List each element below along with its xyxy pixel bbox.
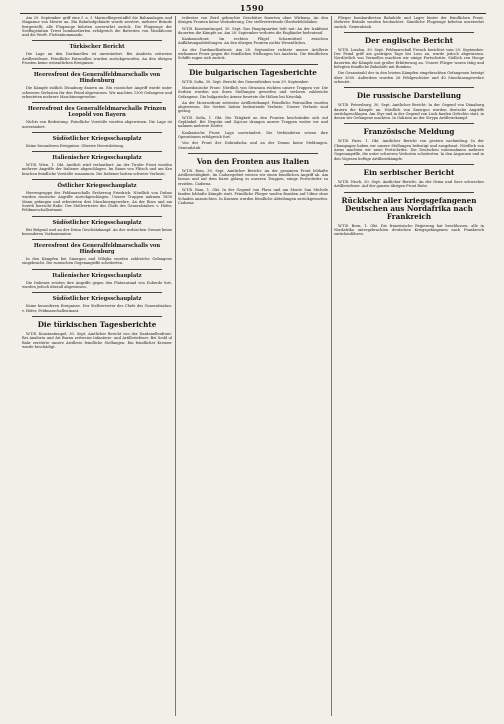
section-heading: Östlicher Kriegsschauplatz: [57, 183, 137, 190]
article-paragraph: W.T.B. London, 30. Sept. Feldmarschall French berichtet vom 29. September: Der Feind griff am gestrigen Tage bei Loos an, wurde jedoch abgewiesen. Nordöstlich von Vermelles machten wir einige Fortschritte. Südlich von Hooge dauerten die Kämpfe mit großer Erbitterung an. Unsere Flieger waren tätig und belegten feindliche Bahnhöfe mit Bomben.: [334, 47, 484, 70]
article-paragraph: W.T.B. Wien, 1. Okt. Amtlich wird verlautbart: An der Tiroler Front wurden mehrere Angriffe der Italiener abgeschlagen. Im Raum von Flitsch und am Krn brachen feindliche Vorstöße zusammen. Die Italiener hatten schwere Verluste.: [22, 163, 172, 176]
section-rule: [32, 316, 162, 317]
article-paragraph: Heeresgruppe des Feldmarschalls Erzherzog Friedrich: Nördlich von Dubno wurden russische Angriffe zurückgeschlagen. Unsere Truppen nahmen 1850 Mann gefangen und erbeuteten drei Maschinengewehre. An der Ikwa und am Sereth herrscht Ruhe. Der Stellvertreter des Chefs des Generalstabes: v. Höfer, Feldmarschalleutnant.: [22, 191, 172, 213]
section-rule: [188, 64, 318, 65]
article-paragraph: An der Morawafront zeitweise Artilleriekampf. Feindliche Patrouillen wurden abgewiesen. Die Serben hatten bedeutende Verluste. Unsere Verluste sind gering.: [178, 100, 328, 114]
section-rule: [32, 40, 162, 41]
section-heading: Ein serbischer Bericht: [363, 167, 455, 177]
article-paragraph: In den Kämpfen bei Smorgon und Wilejka wurden zahlreiche Gefangene eingebracht. Die russischen Gegenangriffe scheiterten.: [22, 257, 172, 266]
article-paragraph: W.T.B. Sofia, 1. Okt. Die Tätigkeit an den Fronten beschränkte sich auf Geplänkel. Bei Negotin und Zajecar drangen unsere Truppen weiter vor und nahmen mehrere Dörfer.: [178, 115, 328, 129]
section-rule: [344, 123, 474, 124]
article-paragraph: W.T.B. Rom, 1. Okt. In der Gegend von Plava und am Monte San Michele fanden lebhafte Kämpfe statt. Feindliche Flieger warfen Bomben auf Udine ohne Schaden anzurichten. In Karnien wurden feindliche Abteilungen zurückgeworfen. Cadorna.: [178, 188, 328, 205]
article-paragraph: Bei Belgrad und an der Drina Geschützkampf. An der serbischen Grenze keine besonderen Vorkommnisse.: [22, 227, 172, 236]
section-heading: Türkischer Bericht: [69, 44, 125, 51]
article-paragraph: W.T.B. Rom, 30. Sept. Amtlicher Bericht: An der gesamten Front lebhafte Artillerietätigkeit. Im Cadoregebiet wiesen wir einen feindlichen Angriff ab. Am Isonzo und auf dem Karst gelang es unseren Truppen, einige Fortschritte zu erzielen. Cadorna.: [178, 168, 328, 186]
section-rule: [32, 179, 162, 180]
article-paragraph: Am 29. September griff eine f. u. f. Marinefliegerstaffel die Bahnanlagen und Magazine von Mestre an. Ein Bahnhofgebäude wurde zerstört, mehrere Brände festgestellt, alle Flugzeuge kehrten unversehrt zurück. Die Flugzeuge der Seeflugstation Triest bombardierten erfolgreich die Batterien von Monfalcone und die Werft. Flottenkommando.: [22, 16, 172, 38]
section-rule: [344, 164, 474, 165]
section-rule: [32, 132, 162, 133]
column-3: [334, 16, 484, 716]
section-heading: Die bulgarischen Tagesberichte: [189, 67, 317, 77]
section-heading: Von den Fronten aus Italien: [196, 156, 310, 166]
article-paragraph: Die Lage an den Dardanellen ist unverändert. Bei Anaforta zeitweise Artilleriefeuer. Feindliche Patrouillen wurden zurückgeworfen. An den übrigen Fronten keine wesentlichen Ereignisse.: [22, 52, 172, 66]
section-heading: Südöstlicher Kriegsschauplatz: [52, 219, 142, 226]
section-rule: [344, 87, 474, 88]
section-rule: [344, 192, 474, 193]
article-paragraph: Keine besonderen Ereignisse. Oberste Heeresleitung.: [26, 143, 125, 148]
section-heading: Die russische Darstellung: [356, 91, 462, 101]
article-paragraph: Kaukasische Front: Lage unverändert. Die Verbündeten setzen ihre Operationen erfolgreich fort.: [178, 130, 328, 139]
column-divider: [175, 16, 176, 716]
section-rule: [32, 68, 162, 69]
section-rule: [188, 153, 318, 154]
article-paragraph: Die Italiener setzten ihre Angriffe gegen den Plateaurand von Doberdo fort, wurden jedoch überall abgewiesen.: [22, 280, 172, 290]
section-heading: Heeresfront des Generalfeldmarschalls von Hindenburg: [33, 72, 161, 85]
section-rule: [32, 269, 162, 270]
article-paragraph: Keine besonderen Ereignisse. Der Stellvertreter des Chefs des Generalstabes: v. Höfer, Feldmarschalleutnant.: [22, 304, 172, 313]
section-rule: [32, 151, 162, 152]
section-heading: Italienischer Kriegsschauplatz: [52, 155, 142, 162]
section-heading: Italienischer Kriegsschauplatz: [52, 272, 142, 279]
article-paragraph: Die Kämpfe südlich Dünaburg dauern an. Ein russischer Angriff wurde unter schweren Verlusten für den Feind abgewiesen. Wir machten 1300 Gefangene und erbeuteten mehrere Maschinengewehre.: [22, 86, 172, 99]
article-paragraph: Die Gesamtzahl der in den letzten Kämpfen eingebrachten Gefangenen beträgt über 3000. Außerdem wurden 26 Feldgeschütze und 40 Maschinengewehre erbeutet.: [334, 71, 484, 84]
page-number: 1590: [239, 3, 265, 13]
top-rule: [20, 13, 486, 14]
article-paragraph: An der Dardanellenfront: Am 28. September richtete unsere Artillerie wirksames Feuer gegen die feindlichen Stellungen bei Anaforta. Die feindlichen Schiffe zogen sich zurück.: [178, 47, 328, 61]
section-heading: Südöstlicher Kriegsschauplatz: [52, 135, 142, 142]
article-paragraph: W.T.B. Konstantinopel, 30. Sept. Amtlicher Bericht von der Dardanellenfront: Bei Anaforta und Ari Burnu zeitweise Infanterie- und Artilleriefeuer. Bei Sedd ul Bahr zerstörte unsere Artillerie feindliche Stellungen. Ein feindlicher Kreuzer wurde beschädigt.: [22, 331, 172, 349]
article-paragraph: W.T.B. Bern, 1. Okt. Die französische Regierung hat beschlossen, alle in Nordafrika untergebrachten deutschen Kriegsgefangenen nach Frankreich zurückzuführen.: [334, 223, 484, 237]
article-paragraph: Flieger bombardierten Bahnhöfe und Lager hinter der feindlichen Front. Mehrere Brände wurden beobachtet. Sämtliche Flugzeuge kehrten unversehrt zurück. Generalstab.: [334, 16, 484, 29]
article-paragraph: Von der Front der Dobrudscha und an der Donau keine Meldungen. Generalstab.: [178, 141, 328, 150]
section-rule: [32, 216, 162, 217]
section-rule: [32, 102, 162, 103]
column-2: [178, 16, 328, 716]
article-paragraph: teilweise von Bord gebrachte Geschütze feuerten ohne Wirkung. An den übrigen Fronten keine Veränderung. Der stellvertretende Oberbefehlshaber.: [178, 16, 328, 25]
article-paragraph: W.T.B. Konstantinopel, 30. Sept. Das Hauptquartier teilt mit: An der Irakfront dauerten die Kämpfe an. Am 28. September verloren die Engländer bedeutend.: [178, 26, 328, 35]
article-paragraph: W.T.B. Nisch, 30. Sept. Amtlicher Bericht: An der Drina und Save schwaches Artilleriefeuer. Auf der ganzen übrigen Front Ruhe.: [334, 179, 484, 189]
section-rule: [344, 32, 474, 33]
section-heading: Südöstlicher Kriegsschauplatz: [52, 296, 142, 303]
section-heading: Heeresfront des Generalfeldmarschalls von Hindenburg: [33, 243, 161, 256]
article-paragraph: Kaukasusfront: Im rechten Flügel Scharmützel zwischen Aufklärungsabteilungen. An den übrigen Fronten nichts Wesentliches.: [178, 37, 328, 46]
article-paragraph: Mazedonische Front: Nördlich von Strumica rückten unsere Truppen vor. Die Serben wurden aus ihren Stellungen geworfen und verloren zahlreiche Gefangene. Die bulgarische Armee besetzte die Höhen bei Krivolak.: [178, 85, 328, 99]
section-heading: Rückkehr aller kriegsgefangenen Deutschen aus Nordafrika nach Frankreich: [341, 195, 477, 221]
column-divider: [331, 16, 332, 716]
section-rule: [32, 292, 162, 293]
section-heading: Französische Meldung: [363, 127, 455, 137]
article-paragraph: W.T.B. Petersburg, 30. Sept. Amtlicher Bericht: In der Gegend von Dünaburg dauern die Kämpfe an. Nördlich von Smorgon wurden deutsche Angriffe zurückgeschlagen. Am Styr und in der Gegend von Luck fanden Gefechte statt, in denen wir Gefangene machten. In Galizien an der Strypa Artilleriekampf.: [334, 103, 484, 121]
article-paragraph: Nichts von Bedeutung. Feindliche Vorstöße wurden abgewiesen. Die Lage ist unverändert.: [22, 120, 172, 129]
column-1: [22, 16, 172, 716]
article-paragraph: W.T.B. Paris, 1. Okt. Amtlicher Bericht von gestern nachmittag: In der Champagne haben wir unsere Stellungen befestigt und ausgebaut. Nördlich von Arras machten wir neue Fortschritte. Die Deutschen unternahmen mehrere Gegenangriffe, die unter schweren Verlusten scheiterten. In den Argonnen und in den Vogesen heftige Artilleriekämpfe.: [334, 139, 484, 161]
article-paragraph: W.T.B. Sofia, 30. Sept. Bericht des Generalstabes vom 29. September:: [182, 79, 310, 84]
section-rule: [32, 239, 162, 240]
section-heading: Der englische Bericht: [364, 35, 454, 45]
section-heading: Die türkischen Tagesberichte: [37, 319, 157, 329]
section-heading: Heeresfront des Generalfeldmarschalls Prinzen Leopold von Bayern: [27, 106, 167, 119]
